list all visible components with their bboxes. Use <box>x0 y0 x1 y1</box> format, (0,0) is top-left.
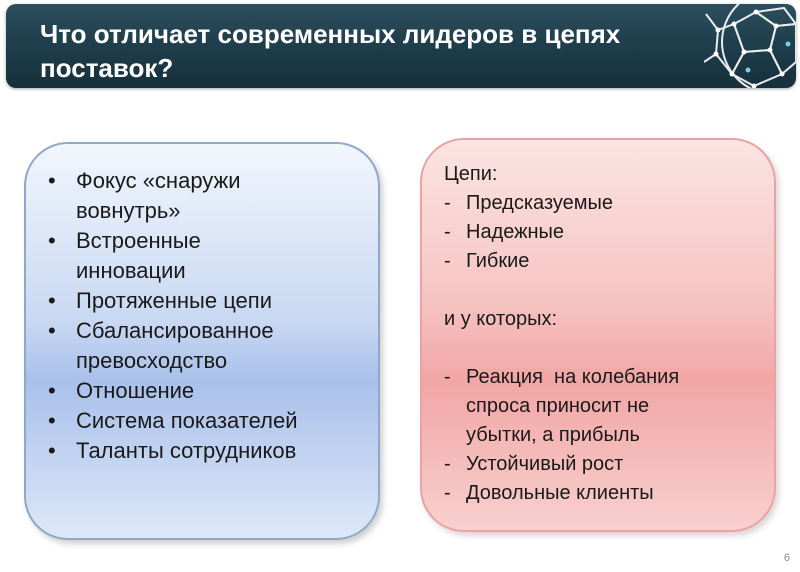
page-number: 6 <box>783 552 790 564</box>
chain-description <box>444 160 679 508</box>
slide-title-line-1: Что отличает современных лидеров в цепях <box>40 19 621 49</box>
list-item: • Таланты сотрудников <box>48 436 298 466</box>
chain-qualities-list <box>444 189 679 276</box>
list-item: • Система показателей <box>48 406 298 436</box>
list-item: • Протяженные цепи <box>48 286 298 316</box>
which-heading: и у которых: <box>444 308 558 330</box>
slide-title <box>40 17 700 85</box>
list-item: • Отношение <box>48 376 298 406</box>
slide-title-line-2: поставок? <box>40 53 174 83</box>
outcomes-list <box>444 363 679 508</box>
left-card <box>24 142 380 540</box>
leader-traits-list <box>48 166 298 466</box>
chains-heading: Цепи: <box>444 163 498 185</box>
geodesic-sphere-logo-icon <box>704 4 796 88</box>
list-item: • Фокус «снаружи вовнутрь» <box>48 166 298 226</box>
right-card <box>420 138 776 532</box>
list-item: - Гибкие <box>444 247 679 276</box>
list-item: - Довольные клиенты <box>444 479 679 508</box>
list-item: • Сбалансированное превосходство <box>48 316 298 376</box>
list-item: - Реакция на колебания спроса приносит не убытки, а прибыль <box>444 363 679 450</box>
list-item: - Устойчивый рост <box>444 450 679 479</box>
list-item: - Предсказуемые <box>444 189 679 218</box>
slide-title-bar <box>6 4 796 88</box>
list-item: • Встроенные инновации <box>48 226 298 286</box>
list-item: - Надежные <box>444 218 679 247</box>
